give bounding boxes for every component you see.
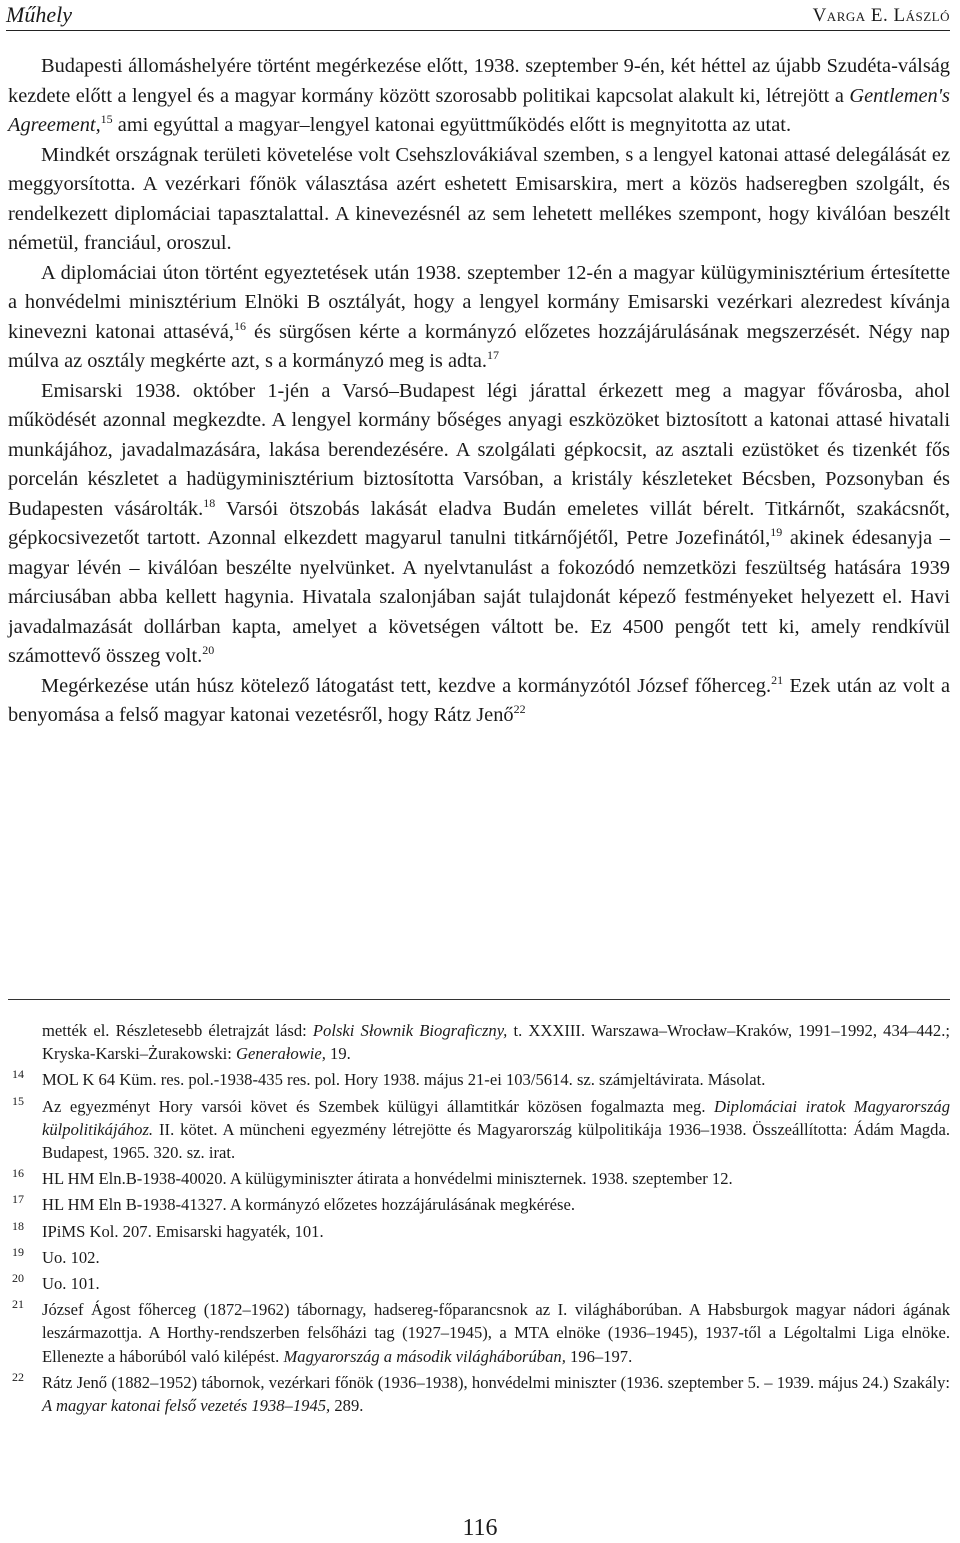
- paragraph-5: [8, 672, 950, 731]
- text-span: Ezek után az volt a benyomása a felső magyar katonai vezetésről, hogy Rátz Jenő: [8, 674, 950, 726]
- footnote-text: HL HM Eln B-1938-41327. A kormányzó előzetes hozzájárulásának megkérése.: [42, 1195, 575, 1215]
- footnote-ref: 19: [770, 525, 783, 539]
- footnote-text: HL HM Eln.B-1938-40020. A külügyminiszter átirata a honvédelmi miniszternek. 1938. szeptember 12.: [42, 1169, 733, 1189]
- footnote-ref: 21: [771, 672, 784, 687]
- footnote-ref: 16: [234, 318, 247, 333]
- italic-title: Gentlemen's Agreement,: [8, 84, 950, 136]
- footnote-18: [8, 1220, 950, 1243]
- footnote-22: [8, 1371, 950, 1417]
- italic-title: Diplomáciai iratok Magyarország külpolitikájához.: [42, 1096, 950, 1139]
- text-span: Emisarski 1938. október 1-jén a Varsó–Budapest légi járattal érkezett meg a magyar fővárosba, ahol működését azonnal megkezdte. A lengyel kormány bőséges anyagi eszközöket biztosított a katonai attasé hivatali munkájához, javadalmazására, lakása berendezésére. A szolgálati gépkocsit, az asztali ezüstöket és tizenkét fős porcelán készletet a hadügyminisztérium biztosította Varsóban, a kristály készleteket Bécsben, Pozsonyban és Budapesten vásárolták.: [8, 379, 950, 520]
- italic-title: Polski Słownik Biograficzny,: [312, 1021, 508, 1040]
- italic-title: Magyarország a második világháborúban,: [283, 1346, 566, 1366]
- footnote-14: [8, 1068, 950, 1091]
- footnote-ref: 22: [513, 702, 526, 716]
- page-number: 116: [462, 1515, 498, 1541]
- paragraph-1: [8, 52, 950, 141]
- footnote-21: [8, 1298, 950, 1368]
- footnote-number: 17: [12, 1192, 24, 1207]
- footnote-number: 21: [12, 1297, 24, 1312]
- footnote-15: [8, 1095, 950, 1165]
- footnote-ref: 17: [487, 348, 500, 362]
- footnote-divider: [8, 999, 950, 1000]
- running-header: [6, 0, 950, 31]
- section-title: Műhely: [6, 2, 72, 27]
- text-span: 289.: [330, 1396, 364, 1416]
- text-span: 19.: [325, 1044, 351, 1064]
- footnote-ref: 15: [100, 112, 113, 126]
- footnote-number: 14: [12, 1067, 24, 1082]
- footnote-text: Uo. 102.: [42, 1247, 100, 1267]
- footnote-ref: 20: [202, 643, 215, 657]
- text-span: Az egyezményt Hory varsói követ és Szembek külügyi államtitkár közösen fogalmazta meg.: [42, 1096, 715, 1116]
- footnote-19: [8, 1246, 950, 1269]
- text-span: II. kötet. A müncheni egyezmény létrejötte és Magyarország külpolitikája 1936–1938. Összeállította: Ádám Magda. Budapest, 1965. 320. sz. irat.: [42, 1119, 950, 1163]
- text-span: A diplomáciai úton történt egyeztetések után 1938. szeptember 12-én a magyar külügyminisztérium értesítette a honvédelmi minisztérium Elnöki B osztályát, hogy a lengyel kormány Emisarski vezérkari alezredest kívánja kinevezni katonai attasévá,: [8, 261, 950, 343]
- text-span: Varsói ötszobás lakását eladva Budán emeletes villát bérelt. Titkárnőt, szakácsnőt, gépkocsivezetőt tartott. Azonnal elkezdett magyarul tanulni titkárnőjétől, Petre Jozefinától,: [8, 497, 951, 549]
- footnote-text: MOL K 64 Küm. res. pol.-1938-435 res. pol. Hory 1938. május 21-ei 103/5614. sz. számjeltávirata. Másolat.: [42, 1070, 766, 1090]
- italic-title: Generałowie,: [236, 1044, 326, 1064]
- footnote-text: IPiMS Kol. 207. Emisarski hagyaték, 101.: [42, 1221, 324, 1241]
- text-span: ami egyúttal a magyar–lengyel katonai együttműködés előtt is megnyitotta az utat.: [112, 114, 792, 136]
- paragraph-4: [8, 377, 950, 672]
- text-span: Megérkezése után húsz kötelező látogatást tett, kezdve a kormányzótól József főherceg.: [41, 674, 772, 697]
- footnote-number: 19: [12, 1244, 24, 1259]
- main-text: [8, 52, 950, 731]
- footnote-17: [8, 1193, 950, 1216]
- text-span: 196–197.: [565, 1346, 633, 1366]
- text-span: Budapesti állomáshelyére történt megérkezése előtt, 1938. szeptember 9-én, két héttel az újabb Szudéta-válság kezdete előtt a lengyel és a magyar kormány között szorosabb politikai kapcsolat alakult ki, létrejött a: [8, 55, 950, 107]
- footnote-text: Uo. 101.: [42, 1274, 100, 1294]
- footnote-number: 22: [12, 1369, 24, 1384]
- text-span: József Ágost főherceg (1872–1962) tábornagy, hadsereg-főparancsnok az I. világháborúban. A Habsburgok magyar nádori ágának leszármazottja. A Horthy-rendszerben felsőházi tag (1927–1945), a MTA elnöke (1936–1945), 1937-től a Légoltalmi Liga elnöke. Ellenezte a háborúból való kilépést.: [42, 1300, 950, 1366]
- paragraph-3: [8, 259, 950, 377]
- text-span: akinek édesanyja – magyar lévén – kiválóan beszélte nyelvünket. A nyelvtanulást a fokozódó nemzetközi feszültség hatására 1939 márciusában abba kellett hagynia. Hivatala szalonjában saját tulajdonát képező festményeket helyezett el. Havi javadalmazását dollárban kapta, amelyet a követségen váltott be. Ez 4500 pengőt tett ki, amely rendkívül számottevő összeg volt.: [8, 527, 950, 667]
- footnote-number: 18: [12, 1218, 24, 1233]
- footnote-number: 16: [12, 1166, 24, 1181]
- footnotes: [8, 1019, 950, 1420]
- text-span: Rátz Jenő (1882–1952) tábornok, vezérkari főnök (1936–1938), honvédelmi miniszter (1936. szeptember 5. – 1939. május 24.) Szakály:: [42, 1372, 950, 1392]
- footnote-20: [8, 1272, 950, 1295]
- footnote-ref: 18: [203, 495, 216, 510]
- author-name: Varga E. László: [812, 5, 950, 26]
- paragraph-2: Mindkét országnak területi követelése volt Csehszlovákiával szemben, s a lengyel katonai attasé delegálását ez meggyorsította. A vezérkari főnök választása azért eshetett Emisarskira, mert a közös hadseregben szolgált, és rendelkezett diplomáciai tapasztalattal. A kinevezésnél az sem lehetett mellékes szempont, hogy kiválóan beszélt németül, franciául, oroszul.: [8, 143, 950, 254]
- footnote-16: [8, 1167, 950, 1190]
- italic-title: A magyar katonai felső vezetés 1938–1945,: [42, 1396, 331, 1416]
- text-span: t. XXXIII. Warszawa–Wrocław–Kraków, 1991–1992, 434–442.; Kryska-Karski–Żurakowski:: [42, 1021, 950, 1064]
- text-span: és sürgősen kérte a kormányzó előzetes hozzájárulásának megszerzését. Négy nap múlva az osztály megkérte azt, s a kormányzó meg is adta.: [8, 320, 950, 372]
- text-span: mették el. Részletesebb életrajzát lásd:: [42, 1021, 313, 1040]
- footnote-number: 15: [12, 1093, 24, 1108]
- footnote-continuation: [8, 1019, 950, 1065]
- footnote-number: 20: [12, 1271, 24, 1286]
